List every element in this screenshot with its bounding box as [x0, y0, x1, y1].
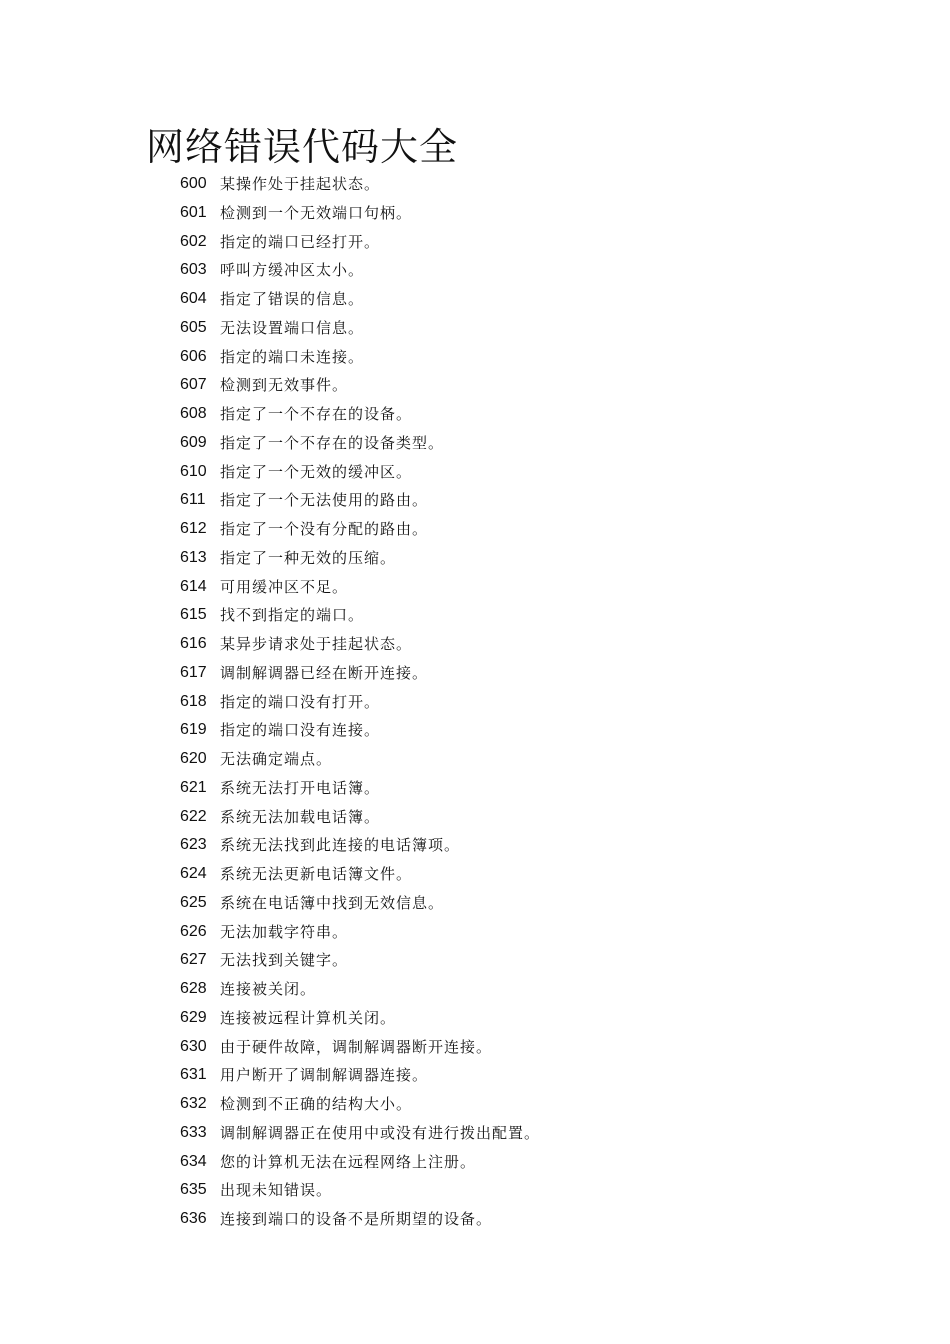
- error-code-number: 622: [180, 807, 207, 825]
- error-code-number: 601: [180, 203, 207, 221]
- error-code-description: 调制解调器已经在断开连接。: [220, 663, 429, 682]
- error-code-number: 615: [180, 606, 207, 624]
- error-code-number: 611: [180, 491, 206, 509]
- list-item: [180, 975, 540, 1004]
- list-item: [180, 659, 540, 688]
- list-item: [180, 1205, 540, 1234]
- list-item: [180, 371, 540, 400]
- error-code-description: 指定了一种无效的压缩。: [220, 548, 397, 567]
- error-code-description: 指定了一个不存在的设备类型。: [220, 433, 445, 452]
- list-item: [180, 1090, 540, 1119]
- error-code-number: 621: [180, 778, 207, 796]
- list-item: [180, 745, 540, 774]
- error-code-description: 无法确定端点。: [220, 750, 333, 768]
- error-code-number: 629: [180, 1008, 207, 1026]
- list-item: [180, 573, 540, 602]
- list-item: [180, 170, 540, 199]
- list-item: [180, 1033, 540, 1062]
- list-item: [180, 918, 540, 947]
- error-code-description: 指定的端口没有连接。: [220, 721, 381, 740]
- list-item: [180, 400, 540, 429]
- list-item: [180, 601, 540, 630]
- error-code-number: 619: [180, 721, 207, 739]
- error-code-description: 系统无法更新电话簿文件。: [220, 865, 413, 883]
- error-code-number: 616: [180, 635, 207, 652]
- error-code-number: 612: [180, 520, 207, 537]
- list-item: [180, 343, 540, 372]
- error-code-description: 无法加载字符串。: [220, 922, 349, 941]
- error-code-description: 检测到不正确的结构大小。: [220, 1095, 413, 1113]
- error-code-number: 610: [180, 462, 207, 480]
- error-code-description: 指定了一个无法使用的路由。: [220, 491, 429, 510]
- error-code-description: 指定的端口已经打开。: [220, 232, 381, 251]
- list-item: [180, 716, 540, 745]
- error-code-list: [180, 170, 540, 1234]
- error-code-description: 呼叫方缓冲区太小。: [220, 261, 365, 280]
- list-item: [180, 1119, 540, 1148]
- error-code-number: 623: [180, 836, 207, 854]
- error-code-description: 系统无法找到此连接的电话簿项。: [220, 836, 461, 855]
- error-code-number: 626: [180, 922, 207, 940]
- error-code-description: 指定了错误的信息。: [220, 290, 365, 308]
- error-code-description: 系统无法打开电话簿。: [220, 778, 381, 797]
- error-code-description: 指定了一个没有分配的路由。: [220, 520, 429, 538]
- error-code-number: 613: [180, 548, 207, 566]
- error-code-number: 636: [180, 1210, 207, 1227]
- list-item: [180, 256, 540, 285]
- list-item: [180, 774, 540, 803]
- error-code-description: 连接被关闭。: [220, 980, 317, 998]
- error-code-number: 604: [180, 290, 207, 307]
- list-item: [180, 515, 540, 544]
- error-code-number: 627: [180, 951, 207, 969]
- error-code-description: 系统无法加载电话簿。: [220, 807, 381, 826]
- error-code-description: 指定了一个无效的缓冲区。: [220, 462, 413, 481]
- error-code-description: 检测到无效事件。: [220, 376, 349, 395]
- list-item: [180, 1148, 540, 1177]
- list-item: [180, 544, 540, 573]
- error-code-description: 某操作处于挂起状态。: [220, 175, 381, 193]
- list-item: [180, 458, 540, 487]
- list-item: [180, 199, 540, 228]
- list-item: [180, 630, 540, 659]
- error-code-number: 634: [180, 1152, 207, 1170]
- list-item: [180, 429, 540, 458]
- error-code-description: 无法找到关键字。: [220, 951, 349, 970]
- list-item: [180, 228, 540, 257]
- error-code-description: 出现未知错误。: [220, 1181, 333, 1200]
- error-code-number: 609: [180, 433, 207, 451]
- error-code-description: 连接到端口的设备不是所期望的设备。: [220, 1210, 493, 1228]
- list-item: [180, 946, 540, 975]
- error-code-description: 用户断开了调制解调器连接。: [220, 1066, 429, 1085]
- error-code-description: 找不到指定的端口。: [220, 606, 365, 625]
- list-item: [180, 803, 540, 832]
- error-code-description: 指定的端口没有打开。: [220, 692, 381, 711]
- error-code-number: 607: [180, 376, 207, 394]
- error-code-number: 630: [180, 1037, 207, 1055]
- list-item: [180, 486, 540, 515]
- error-code-number: 614: [180, 577, 207, 595]
- list-item: [180, 688, 540, 717]
- error-code-description: 您的计算机无法在远程网络上注册。: [220, 1152, 477, 1171]
- error-code-description: 连接被远程计算机关闭。: [220, 1008, 397, 1027]
- list-item: [180, 1004, 540, 1033]
- error-code-number: 625: [180, 893, 207, 911]
- error-code-number: 620: [180, 750, 207, 767]
- list-item: [180, 314, 540, 343]
- list-item: [180, 860, 540, 889]
- error-code-number: 628: [180, 980, 207, 997]
- error-code-number: 633: [180, 1123, 207, 1141]
- error-code-number: 635: [180, 1181, 207, 1199]
- error-code-number: 602: [180, 232, 207, 250]
- list-item: [180, 285, 540, 314]
- error-code-description: 可用缓冲区不足。: [220, 577, 349, 596]
- error-code-description: 指定的端口未连接。: [220, 347, 365, 366]
- page-title: 网络错误代码大全: [146, 125, 459, 170]
- error-code-description: 调制解调器正在使用中或没有进行拨出配置。: [220, 1123, 541, 1142]
- error-code-number: 631: [180, 1066, 207, 1084]
- error-code-number: 617: [180, 663, 207, 681]
- error-code-number: 606: [180, 347, 207, 365]
- error-code-number: 603: [180, 261, 207, 279]
- error-code-description: 指定了一个不存在的设备。: [220, 405, 413, 423]
- error-code-number: 605: [180, 318, 207, 336]
- error-code-description: 检测到一个无效端口句柄。: [220, 203, 413, 222]
- list-item: [180, 889, 540, 918]
- error-code-description: 系统在电话簿中找到无效信息。: [220, 893, 445, 912]
- error-code-number: 632: [180, 1095, 207, 1112]
- error-code-description: 由于硬件故障，调制解调器断开连接。: [220, 1037, 493, 1056]
- error-code-description: 无法设置端口信息。: [220, 318, 365, 337]
- error-code-description: 某异步请求处于挂起状态。: [220, 635, 413, 653]
- error-code-number: 600: [180, 175, 207, 192]
- error-code-number: 608: [180, 405, 207, 422]
- error-code-number: 624: [180, 865, 207, 882]
- list-item: [180, 1176, 540, 1205]
- list-item: [180, 831, 540, 860]
- error-code-number: 618: [180, 692, 207, 710]
- list-item: [180, 1061, 540, 1090]
